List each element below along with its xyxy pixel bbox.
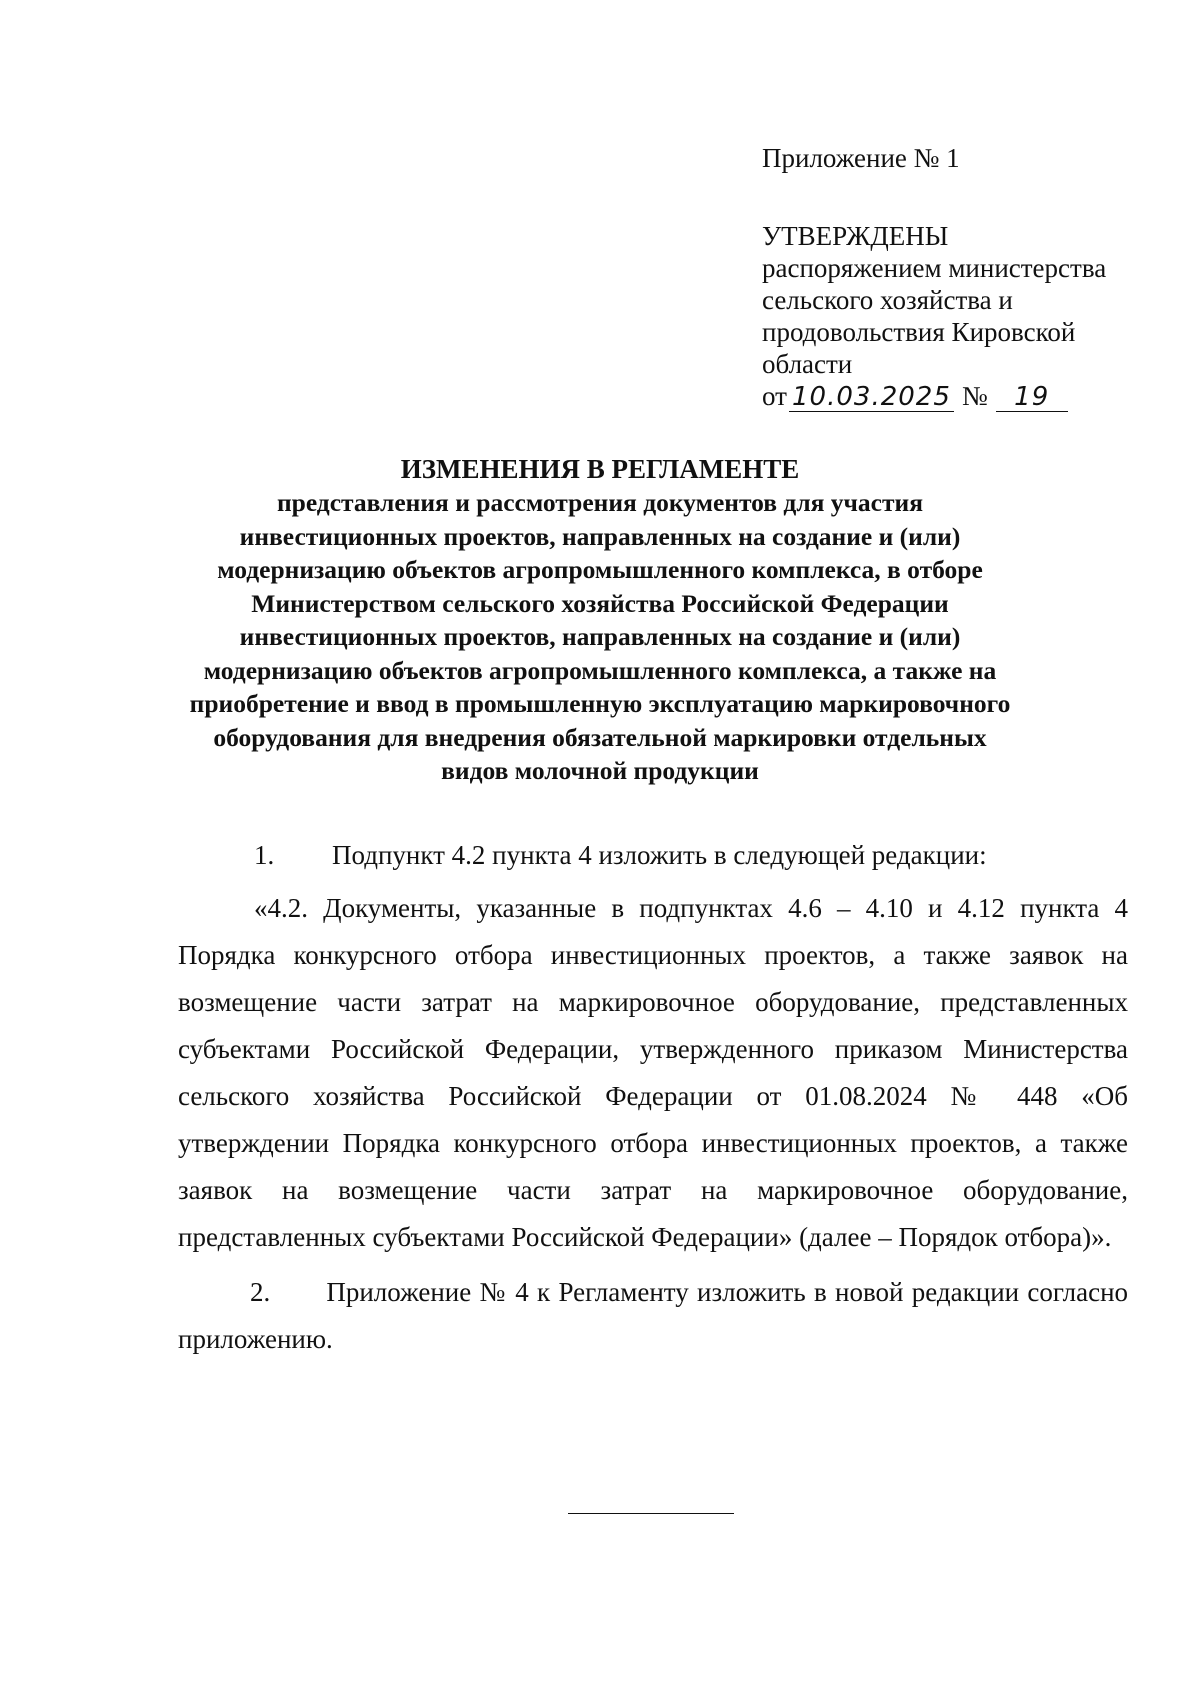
- subtitle-line: приобретение и ввод в промышленную эксплуатацию маркировочного: [189, 689, 1011, 718]
- approval-block: [762, 142, 1142, 412]
- handwritten-number: 19: [996, 383, 1068, 412]
- subtitle-line: Министерством сельского хозяйства Российской Федерации: [251, 588, 949, 618]
- subtitle-line: представления и рассмотрения документов для участия: [276, 488, 924, 517]
- item-number: 2.: [250, 1277, 271, 1307]
- approval-line: области: [762, 349, 853, 379]
- date-prefix: от: [762, 381, 787, 411]
- subtitle-line: видов молочной продукции: [441, 756, 759, 785]
- item-text: Подпункт 4.2 пункта 4 изложить в следующей редакции:: [332, 840, 987, 870]
- subtitle-line: инвестиционных проектов, направленных на создание и (или): [239, 622, 961, 651]
- document-title: [140, 452, 1060, 788]
- item-2: [178, 1269, 1128, 1363]
- subtitle-line: модернизацию объектов агропромышленного комплекса, в отборе: [217, 555, 983, 584]
- item-1: [178, 832, 1128, 879]
- item-text: Приложение № 4 к Регламенту изложить в новой редакции согласно приложению.: [178, 1277, 1129, 1354]
- approval-line: сельского хозяйства и: [762, 285, 1013, 315]
- quoted-paragraph: «4.2. Документы, указанные в подпунктах 4.6 – 4.10 и 4.12 пункта 4 Порядка конкурсного отбора инвестиционных проектов, а также заявок на возмещение части затрат на маркировочное оборудование, представленных субъектами Российской Федерации, утвержденного приказом Министерства сельского хозяйства Российской Федерации от 01.08.2024 № 448 «Об утверждении Порядка конкурсного отбора инвестиционных проектов, а также заявок на возмещение части затрат на маркировочное оборудование, представленных субъектами Российской Федерации» (далее – Порядок отбора)».: [178, 893, 1128, 1252]
- annex-label: Приложение № 1: [762, 143, 960, 173]
- approval-line: распоряжением министерства: [762, 253, 1107, 283]
- item-number: 1.: [254, 840, 275, 870]
- number-sign: №: [961, 381, 988, 411]
- approval-date-line: [762, 380, 1142, 412]
- page-title: ИЗМЕНЕНИЯ В РЕГЛАМЕНТЕ: [400, 454, 800, 484]
- approval-line: продовольствия Кировской: [762, 317, 1076, 347]
- subtitle-line: модернизацию объектов агропромышленного комплекса, а также на: [203, 655, 997, 685]
- subtitle-line: инвестиционных проектов, направленных на создание и (или): [239, 521, 961, 551]
- subtitle-line: оборудования для внедрения обязательной маркировки отдельных: [213, 722, 987, 752]
- end-divider: [568, 1513, 734, 1514]
- approved-heading: УТВЕРЖДЕНЫ: [762, 221, 949, 251]
- handwritten-date: 10.03.2025: [789, 383, 954, 412]
- title-subtitle: [140, 486, 1060, 788]
- document-body: [178, 832, 1128, 1390]
